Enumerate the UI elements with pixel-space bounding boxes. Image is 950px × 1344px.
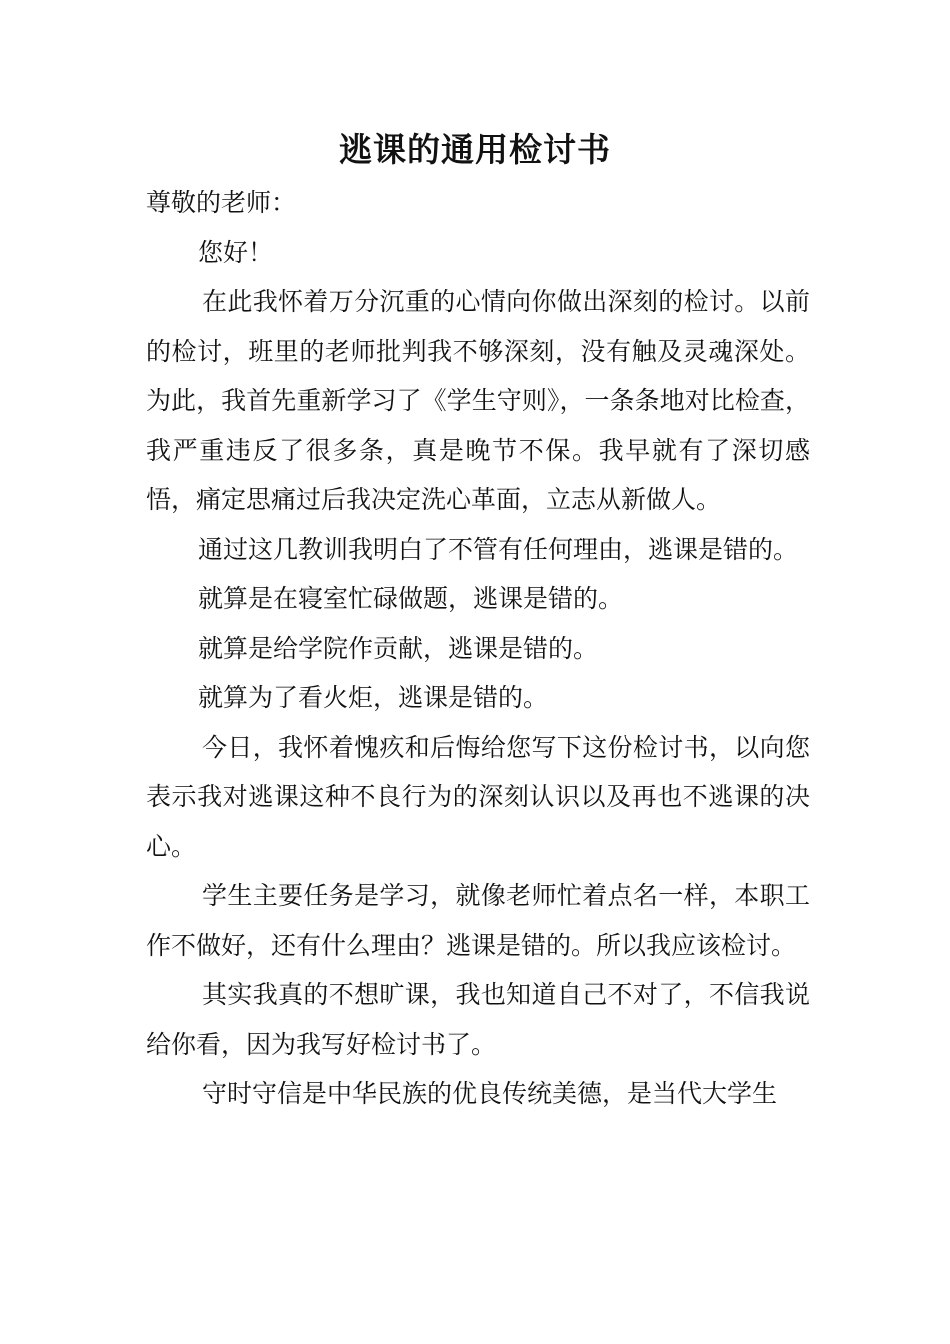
paragraph: 其实我真的不想旷课，我也知道自己不对了，不信我说给你看，因为我写好检讨书了。 <box>146 980 810 1059</box>
paragraph: 就算为了看火炬，逃课是错的。 <box>198 683 549 712</box>
paragraph: 就算是给学院作贡献，逃课是错的。 <box>198 633 599 663</box>
paragraph: 就算是在寝室忙碌做题，逃课是错的。 <box>198 584 624 613</box>
document-title: 逃课的通用检讨书 <box>339 130 611 169</box>
paragraph: 守时守信是中华民族的优良传统美德，是当代大学生 <box>202 1079 778 1108</box>
salutation: 尊敬的老师： <box>146 188 297 217</box>
greeting: 您好！ <box>198 237 274 267</box>
paragraph: 在此我怀着万分沉重的心情向你做出深刻的检讨。以前的检讨，班里的老师批判我不够深刻，没有触及灵魂深处。为此，我首先重新学习了《学生守则》，一条条地对比检查，我严重违反了很多条，真是晚节不保。我早就有了深切感悟，痛定思痛过后我决定洗心革面，立志从新做人。 <box>146 287 810 514</box>
document-body <box>146 178 810 1119</box>
paragraph: 通过这几教训我明白了不管有任何理由，逃课是错的。 <box>198 534 799 564</box>
paragraph: 学生主要任务是学习，就像老师忙着点名一样，本职工作不做好，还有什么理由？逃课是错的。所以我应该检讨。 <box>146 881 810 960</box>
paragraph: 今日，我怀着愧疚和后悔给您写下这份检讨书，以向您表示我对逃课这种不良行为的深刻认识以及再也不逃课的决心。 <box>146 732 810 861</box>
